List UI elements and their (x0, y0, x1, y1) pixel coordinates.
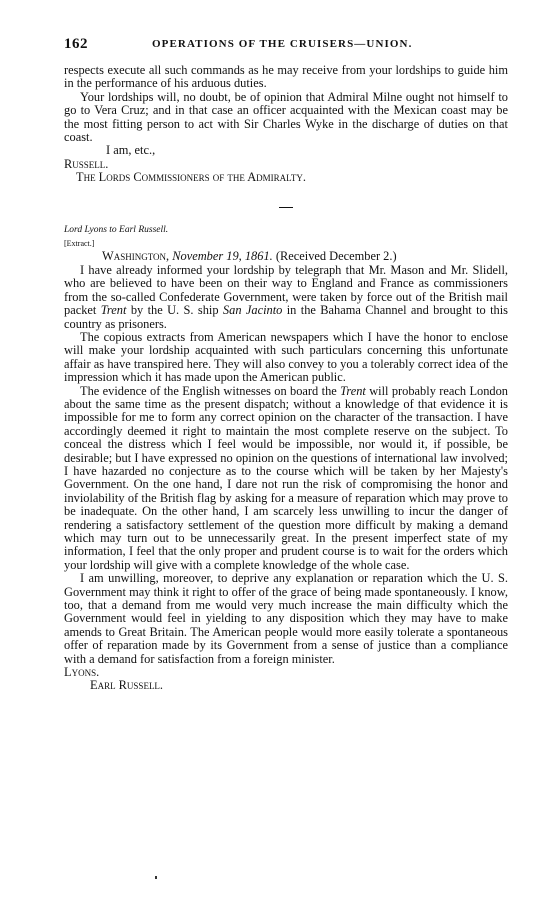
extract-label: [Extract.] (64, 239, 95, 249)
letter2-title: Lord Lyons to Earl Russell. (64, 224, 169, 235)
letter2-paragraph-1: I have already informed your lordship by telegraph that Mr. Mason and Mr. Slidell, who are believed to have been on their way to England and France as commissioners from the so-called Confederate Government, were taken by force out of the British mail packet Trent by the U. S. ship San Jacinto in the Bahama Channel and brought to this country as prisoners. (64, 262, 509, 331)
letter2-paragraph-4: I am unwilling, moreover, to deprive any explanation or reparation which the U. S. Government may think it right to offer of the grace of being made spontaneously. I know, too, that a demand from me would very much increase the main difficulty which the Government would feel in yielding to any disposition which they may have to make amends to Great Britain. The American people would more easily tolerate a spontaneous offer of reparation made by its Government from a sense of justice than a compliance with a demand for satisfaction from a foreign minister. (64, 571, 508, 666)
ship-name: Trent (100, 303, 127, 318)
page-header (64, 36, 508, 54)
letter1-paragraph-2: Your lordships will, no doubt, be of opinion that Admiral Milne ought not himself to go to Vera Cruz; and in that case an officer acquainted with the Mexican coast may be the most fitting person to act with Sir Charles Wyke in the discharge of duties on that coast. (64, 89, 508, 145)
letter1-signature: Russell. (64, 156, 109, 171)
letter2-signature: Lyons. (64, 665, 100, 680)
section-divider (279, 207, 293, 208)
date-place: Washington, (102, 249, 170, 264)
page-number: 162 (64, 36, 88, 52)
running-head: OPERATIONS OF THE CRUISERS—UNION. (152, 38, 413, 50)
letter2-addressee: Earl Russell. (90, 678, 164, 693)
letter2-paragraph-3: The evidence of the English witnesses on board the Trent will probably reach London about the same time as the present dispatch; without a knowledge of that evidence it is impossible for me to form any correct opinion on the character of the transaction. I have accordingly deemed it right to maintain the most complete reserve on the subject. To conceal the distress which I feel would be impossible, nor would it, if possible, be desirable; but I have expressed no opinion on the questions of international law involved; I have hazarded no conjecture as to the course which will be taken by her Majesty's Government. On the one hand, I dare not run the risk of compromising the honor and inviolability of the British flag by asking for a measure of reparation which may prove to be inadequate. On the other hand, I am scarcely less unwilling to incur the danger of rendering a satisfactory settlement of the question more difficult by making a demand which may turn out to be unnecessarily great. In the present imperfect state of my information, I feel that the only proper and prudent course is to wait for the orders which your lordship will give with a complete knowledge of the whole case. (64, 383, 508, 572)
ship-name: Trent (340, 383, 366, 398)
ship-name: San Jacinto (222, 303, 283, 318)
received-date: (Received December 2.) (275, 249, 397, 264)
date: November 19, 1861. (172, 249, 273, 264)
letter2-paragraph-2: The copious extracts from American newspapers which I have the honor to enclose will make your lordship acquainted with such particulars concerning this unfortunate affair as have transpired here. They will also convey to you a tolerably correct idea of the impression which it has made upon the American public. (64, 329, 508, 385)
letter2-dateline (64, 250, 508, 263)
letter1-addressee: The Lords Commissioners of the Admiralty. (76, 170, 306, 185)
print-speck (155, 876, 157, 879)
page-body (64, 64, 508, 693)
letter1-closing: I am, etc., (106, 143, 156, 158)
letter1-paragraph-1: respects execute all such commands as he may receive from your lordships to guide him in the performance of his arduous duties. (64, 63, 508, 91)
